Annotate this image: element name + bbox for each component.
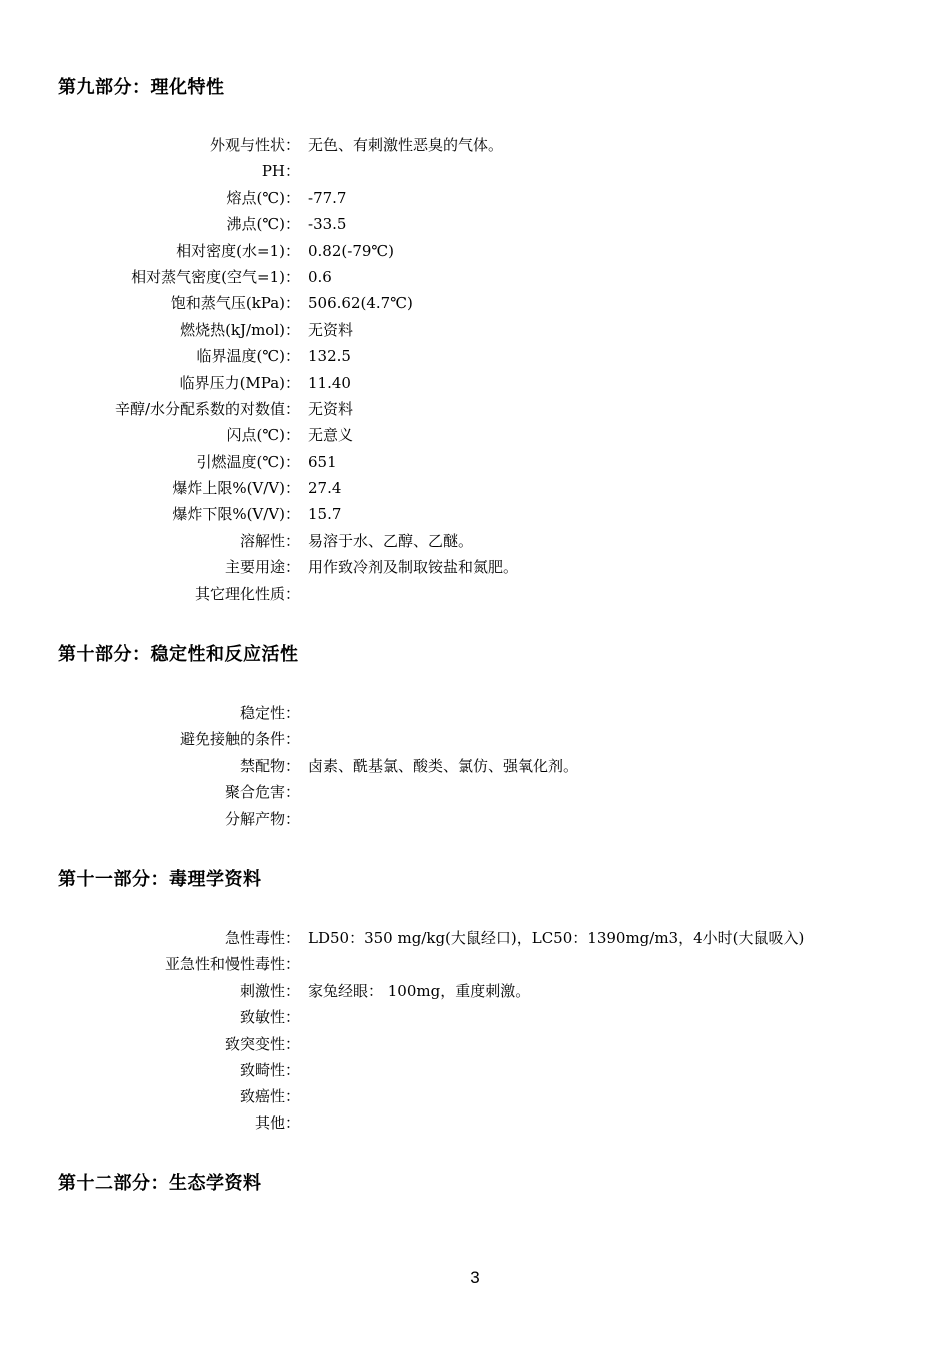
property-value: 651 [308,452,337,471]
property-label: 刺激性： [239,981,300,1000]
property-row [0,700,950,726]
property-row [0,951,950,977]
property-label: 主要用途： [224,558,300,577]
section-9-title: 第九部分：理化特性 [58,77,225,98]
property-row [0,806,950,832]
property-value: 无资料 [308,399,354,418]
property-row [0,290,950,316]
property-row [0,501,950,527]
property-label: 其他： [254,1113,300,1132]
property-label: 相对密度(水=1)： [176,241,300,260]
property-label: 聚合危害： [224,783,300,802]
property-value: 无色、有刺激性恶臭的气体。 [308,136,504,154]
property-row [0,370,950,396]
property-value: 无资料 [308,320,354,339]
property-label: 饱和蒸气压(kPa)： [170,294,300,313]
property-label: 禁配物： [239,756,300,775]
property-row [0,978,950,1004]
property-label: 临界温度(℃)： [196,347,300,366]
property-row [0,726,950,752]
property-label: PH： [261,162,300,181]
property-value: 506.62(4.7℃) [308,294,413,313]
property-label: 致畸性： [239,1060,300,1079]
property-row [0,753,950,779]
property-row [0,264,950,290]
property-label: 沸点(℃)： [226,215,300,234]
property-value: 0.6 [308,267,332,286]
property-value: 卤素、酰基氯、酸类、氯仿、强氧化剂。 [308,756,579,775]
property-label: 临界压力(MPa)： [179,373,300,392]
property-row [0,1004,950,1030]
page-number: 3 [470,1268,480,1287]
property-row [0,1110,950,1136]
property-row [0,449,950,475]
property-label: 致癌性： [239,1087,300,1106]
section-12-title: 第十二部分：生态学资料 [58,1173,262,1194]
property-label: 急性毒性： [224,929,300,947]
property-label: 稳定性： [239,704,300,722]
property-label: 致突变性： [224,1034,300,1053]
property-row [0,925,950,951]
property-label: 燃烧热(kJ/mol)： [180,320,300,339]
property-label: 其它理化性质： [194,584,300,603]
property-label: 致敏性： [239,1008,300,1027]
section-11-title: 第十一部分：毒理学资料 [58,869,262,890]
property-value: -77.7 [308,188,347,207]
property-label: 辛醇/水分配系数的对数值： [114,399,300,418]
property-row [0,185,950,211]
property-value: 家兔经眼： 100mg，重度刺激。 [308,981,531,1000]
section-10-rows [0,700,950,832]
property-label: 亚急性和慢性毒性： [164,955,300,974]
section-9-rows [0,132,950,607]
property-row [0,554,950,580]
property-row [0,1031,950,1057]
property-label: 避免接触的条件： [179,730,300,749]
property-label: 闪点(℃)： [226,426,300,445]
property-value: 无意义 [308,426,354,445]
property-label: 分解产物： [224,809,300,828]
property-label: 外观与性状： [209,136,300,154]
property-value: 132.5 [308,347,351,366]
property-label: 溶解性： [239,531,300,550]
property-row [0,422,950,448]
property-row [0,158,950,184]
property-value: 用作致冷剂及制取铵盐和氮肥。 [308,558,519,577]
property-row [0,1083,950,1109]
property-row [0,211,950,237]
property-row [0,396,950,422]
property-value: 易溶于水、乙醇、乙醚。 [308,531,474,550]
property-label: 爆炸下限%(V/V)： [172,505,300,524]
property-value: 15.7 [308,505,342,524]
property-row [0,132,950,158]
property-value: 11.40 [308,373,351,392]
section-11-rows [0,925,950,1136]
property-row [0,238,950,264]
property-row [0,343,950,369]
property-value: 0.82(-79℃) [308,241,395,260]
property-value: -33.5 [308,215,347,234]
property-row [0,779,950,805]
property-row [0,1057,950,1083]
property-value: LD50：350 mg/kg(大鼠经口)，LC50：1390mg/m3，4小时(大鼠吸入) [308,929,805,947]
property-label: 熔点(℃)： [226,188,300,207]
property-row [0,581,950,607]
property-label: 引燃温度(℃)： [196,452,300,471]
property-label: 相对蒸气密度(空气=1)： [131,267,300,286]
property-row [0,475,950,501]
property-value: 27.4 [308,479,342,498]
property-label: 爆炸上限%(V/V)： [172,479,300,498]
section-10-title: 第十部分：稳定性和反应活性 [58,644,299,665]
property-row [0,528,950,554]
property-row [0,317,950,343]
